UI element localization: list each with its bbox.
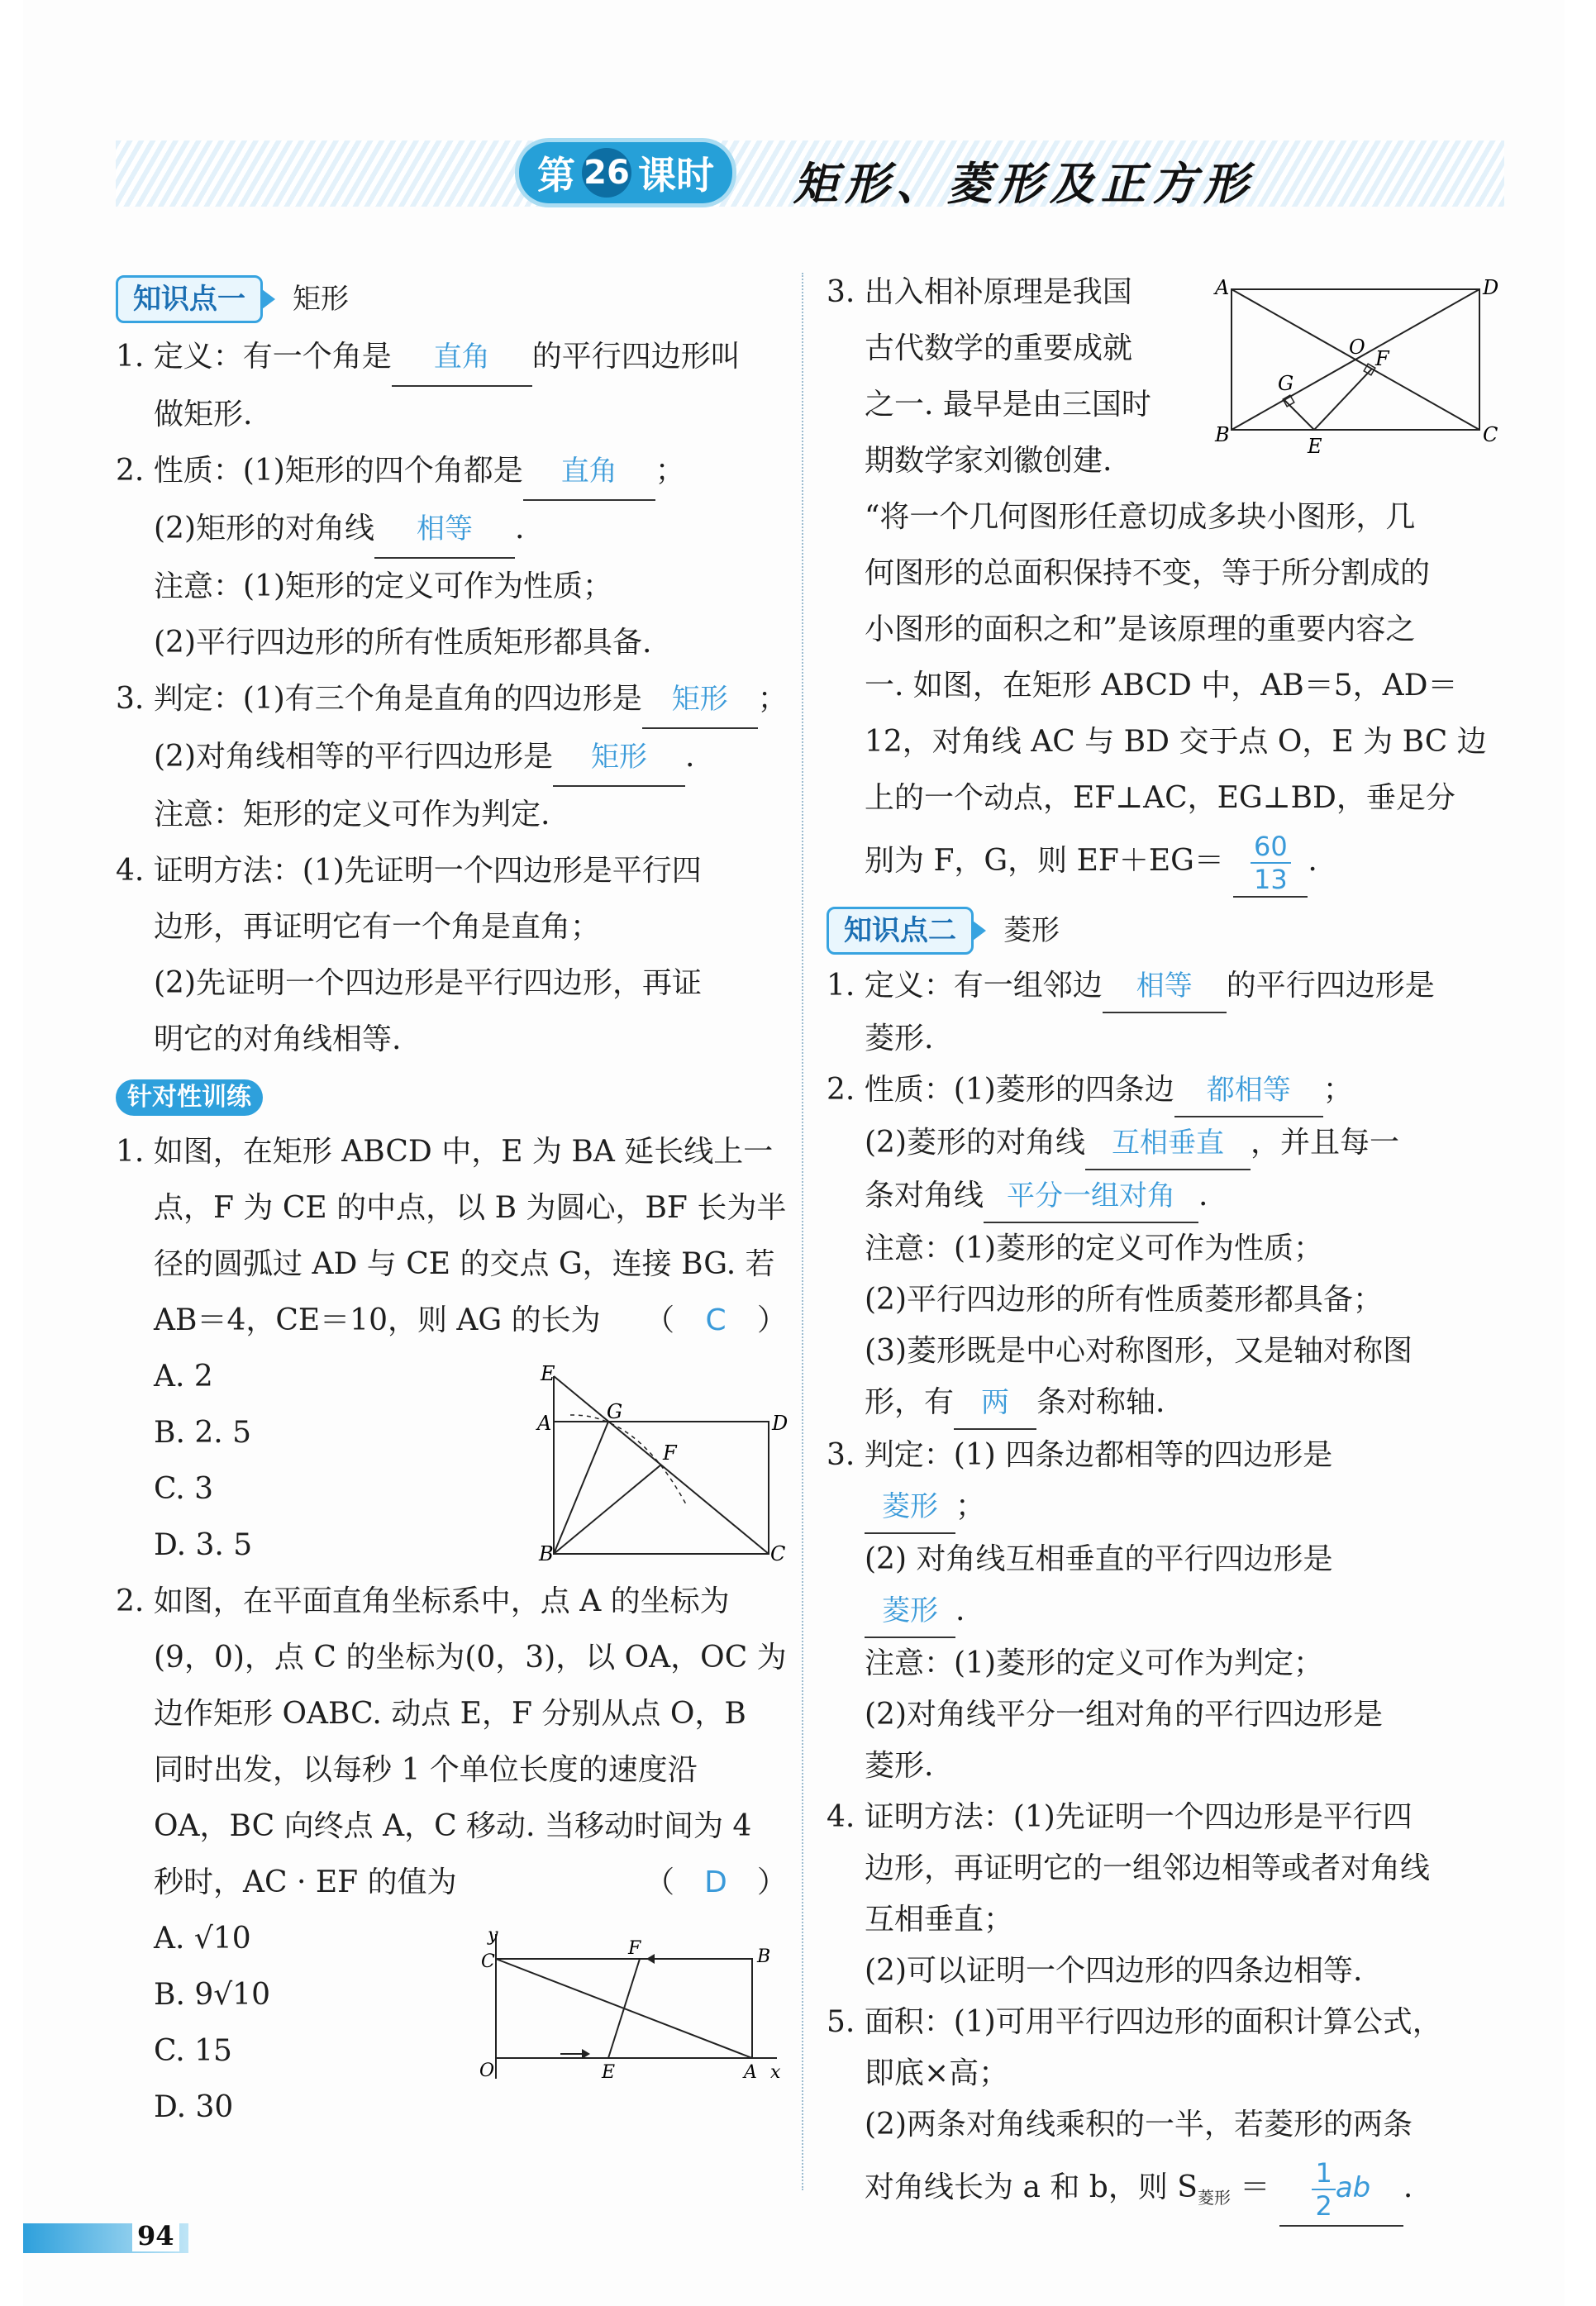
label-g: G	[1278, 372, 1294, 395]
answer-blank	[1279, 2151, 1403, 2227]
denominator: 2	[1315, 2189, 1332, 2222]
question-1-text: 1. 如图，在矩形 ABCD 中，E 为 BA 延长线上一	[116, 1135, 774, 1169]
text: .	[515, 512, 525, 546]
bracket-close: ）	[757, 1303, 788, 1337]
text: 4. 证明方法：(1)先证明一个四边形是平行四	[827, 1800, 1413, 1834]
knowledge-point-2-tag: 知识点二	[827, 907, 974, 955]
property-line	[116, 443, 777, 501]
fraction-answer	[1312, 2157, 1335, 2222]
answer-blank: 相等	[374, 501, 515, 559]
bracket-open: （	[645, 1303, 675, 1337]
question-3-text: 何图形的总面积保持不变，等于所分割成的	[865, 556, 1431, 590]
question-3-text: 期数学家刘徽创建.	[865, 444, 1112, 478]
text: 明它的对角线相等.	[154, 1022, 402, 1056]
note: 注意：(1)矩形的定义可作为性质；	[154, 569, 612, 603]
label-b: B	[757, 1946, 771, 1967]
text: 2. 性质：(1)菱形的四条边	[827, 1073, 1174, 1107]
text: 的平行四边形叫	[531, 340, 741, 374]
question-3-text: 小图形的面积之和”是该原理的重要内容之	[865, 612, 1416, 646]
answer-blank: 相等	[1103, 960, 1227, 1013]
knowledge-point-1-tag: 知识点一	[116, 275, 263, 323]
answer-tail: ab	[1335, 2171, 1371, 2204]
note: 注意：(1)菱形的定义可作为性质；	[865, 1232, 1323, 1265]
note: 注意：矩形的定义可作为判定.	[154, 798, 550, 831]
text: ＝	[1240, 2170, 1270, 2204]
question-3-answer-line	[827, 827, 1496, 896]
question-2-text: 同时出发，以每秒 1 个单位长度的速度沿	[154, 1753, 698, 1787]
text: 互相垂直；	[865, 1903, 1014, 1937]
answer-blank: 矩形	[642, 671, 758, 729]
knowledge-point-2-header	[827, 901, 1496, 960]
arrow-f-head	[646, 1954, 655, 1964]
text: 5. 面积：(1)可用平行四边形的面积计算公式，	[827, 2005, 1442, 2039]
note: (2)平行四边形的所有性质矩形都具备.	[154, 626, 652, 660]
label-e: E	[541, 1362, 555, 1385]
knowledge-point-2-title: 菱形	[1003, 914, 1060, 947]
lesson-prefix: 第	[537, 153, 575, 198]
label-f: F	[628, 1938, 641, 1959]
label-e: E	[1308, 435, 1322, 458]
note: (2)平行四边形的所有性质菱形都具备；	[865, 1283, 1383, 1317]
question-2-last-line	[116, 1855, 788, 1911]
knowledge-point-1-header	[116, 269, 777, 329]
subscript: 菱形	[1197, 2188, 1231, 2208]
text: .	[1403, 2170, 1413, 2204]
note: 注意：(1)菱形的定义可作为判定；	[865, 1646, 1323, 1680]
label-y: y	[488, 1925, 498, 1946]
answer-blank	[1233, 827, 1308, 898]
lesson-suffix: 课时	[638, 153, 714, 198]
text: 形，有	[865, 1385, 955, 1419]
text: (2) 对角线互相垂直的平行四边形是	[865, 1542, 1333, 1576]
text: ；	[955, 1489, 986, 1523]
line-bf	[554, 1465, 661, 1554]
text: (2)先证明一个四边形是平行四边形，再证	[154, 966, 702, 1000]
text: 的平行四边形是	[1226, 969, 1435, 1003]
question-1-text: 径的圆弧过 AD 与 CE 的交点 G，连接 BG. 若	[154, 1247, 775, 1281]
rhombus-property-2	[827, 1117, 1496, 1170]
knowledge-point-1-title: 矩形	[293, 283, 349, 316]
label-b: B	[539, 1542, 554, 1565]
bracket-open: （	[645, 1865, 675, 1899]
text: 1. 定义：有一个角是	[116, 340, 392, 374]
answer-blank: 矩形	[553, 729, 685, 787]
question-3-text: 之一. 最早是由三国时	[865, 388, 1151, 422]
option-b: B. 9√10	[154, 1978, 270, 2012]
choice-answer: D	[704, 1865, 727, 1899]
text: 2. 性质：(1)矩形的四个角都是	[116, 454, 523, 488]
right-column	[827, 264, 1499, 2225]
question-3-text: “将一个几何图形任意切成多块小图形，几	[865, 500, 1416, 534]
text: ；	[757, 682, 788, 716]
note: (2)对角线平分一组对角的平行四边形是	[865, 1698, 1383, 1732]
text: (2)两条对角线乘积的一半，若菱形的两条	[865, 2108, 1413, 2142]
question-3-text: 古代数学的重要成就	[865, 331, 1133, 365]
label-a: A	[537, 1412, 552, 1435]
text: 边形，再证明它有一个角是直角；	[154, 910, 601, 944]
text: 1. 定义：有一组邻边	[827, 969, 1103, 1003]
note: 菱形.	[865, 1749, 934, 1783]
label-c: C	[1483, 423, 1498, 446]
text: 3. 判定：(1)有三个角是直角的四边形是	[116, 682, 642, 716]
text: 边形，再证明它的一组邻边相等或者对角线	[865, 1851, 1431, 1885]
property-line-2	[116, 501, 777, 559]
judge-answer-1	[827, 1481, 1496, 1534]
figure-q2	[463, 1926, 785, 2091]
answer-bracket	[645, 1293, 787, 1349]
area-answer-line	[827, 2151, 1496, 2225]
text: 做矩形.	[154, 398, 253, 431]
label-f: F	[663, 1441, 677, 1465]
text: .	[1308, 844, 1317, 878]
training-tag: 针对性训练	[116, 1079, 263, 1116]
numerator: 60	[1251, 831, 1291, 864]
text: 秒时，AC · EF 的值为	[154, 1865, 457, 1899]
text: ，并且每一	[1251, 1126, 1400, 1160]
question-2-text: 边作矩形 OABC. 动点 E，F 分别从点 O，B	[154, 1697, 746, 1731]
line-bg	[554, 1422, 608, 1554]
denominator: 13	[1254, 863, 1288, 895]
question-1-last-line	[116, 1293, 788, 1349]
option-b: B. 2. 5	[154, 1416, 252, 1450]
label-a: A	[744, 2062, 757, 2083]
text: 3. 判定：(1) 四条边都相等的四边形是	[827, 1438, 1333, 1472]
answer-blank: 都相等	[1174, 1065, 1323, 1117]
answer-blank: 互相垂直	[1085, 1117, 1251, 1170]
figure-q3	[1207, 273, 1499, 463]
text: ；	[655, 454, 685, 488]
rhombus-property	[827, 1065, 1496, 1117]
text: 条对角线	[865, 1179, 984, 1213]
text: ；	[1322, 1073, 1353, 1107]
note: (3)菱形既是中心对称图形，又是轴对称图	[865, 1334, 1413, 1368]
question-3-text: 一. 如图，在矩形 ABCD 中，AB＝5，AD＝	[865, 669, 1458, 703]
question-2-text: OA，BC 向终点 A，C 移动. 当移动时间为 4	[154, 1809, 752, 1843]
rhombus-definition	[827, 960, 1496, 1013]
answer-blank: 直角	[523, 443, 655, 501]
label-c: C	[770, 1542, 786, 1565]
page-title: 矩形、菱形及正方形	[793, 157, 1255, 210]
text: .	[685, 740, 695, 774]
line-ef	[608, 1959, 640, 2058]
label-c: C	[481, 1951, 495, 1972]
text: .	[1198, 1179, 1208, 1213]
label-x: x	[770, 2062, 781, 2083]
option-a: A. 2	[154, 1360, 213, 1394]
question-3-text: 3. 出入相补原理是我国	[827, 275, 1132, 309]
answer-blank: 两	[954, 1377, 1036, 1430]
text: .	[955, 1594, 965, 1627]
option-d: D. 30	[154, 2090, 234, 2124]
judgement-line	[116, 671, 788, 729]
text: 菱形.	[865, 1022, 934, 1055]
label-f: F	[1375, 347, 1389, 370]
label-d: D	[1483, 276, 1499, 299]
lesson-number: 26	[582, 148, 631, 198]
bracket-close: ）	[757, 1865, 788, 1899]
label-o: O	[479, 2061, 495, 2081]
text: 别为 F，G，则 EF＋EG＝	[865, 844, 1224, 878]
note-axis-line	[827, 1377, 1496, 1430]
numerator: 1	[1312, 2157, 1335, 2190]
label-e: E	[602, 2062, 616, 2083]
question-3-text: 上的一个动点，EF⊥AC，EG⊥BD，垂足分	[865, 781, 1455, 815]
answer-blank: 平分一组对角	[984, 1170, 1198, 1223]
label-b: B	[1215, 423, 1230, 446]
question-3-text: 12，对角线 AC 与 BD 交于点 O，E 为 BC 边	[865, 725, 1487, 759]
definition-line	[116, 329, 777, 387]
text: AB＝4，CE＝10，则 AG 的长为	[154, 1303, 601, 1337]
lesson-badge	[519, 142, 732, 203]
option-c: C. 3	[154, 1472, 214, 1506]
option-c: C. 15	[154, 2034, 232, 2068]
text: (2)菱形的对角线	[865, 1126, 1085, 1160]
figure-q1	[537, 1362, 788, 1565]
option-a: A. √10	[154, 1922, 251, 1956]
answer-bracket	[645, 1855, 787, 1911]
text: (2)矩形的对角线	[154, 512, 374, 546]
text: 4. 证明方法：(1)先证明一个四边形是平行四	[116, 854, 702, 888]
answer-blank: 直角	[392, 329, 532, 387]
judge-answer-2	[827, 1585, 1496, 1638]
rhombus-property-3	[827, 1170, 1496, 1223]
line-eg	[1284, 400, 1314, 430]
fraction-answer	[1251, 831, 1291, 895]
text: (2)对角线相等的平行四边形是	[154, 740, 553, 774]
label-a: A	[1215, 276, 1230, 299]
question-1-text: 点，F 为 CE 的中点，以 B 为圆心，BF 长为半	[154, 1191, 787, 1225]
option-d: D. 3. 5	[154, 1528, 253, 1562]
text: 即底×高；	[865, 2056, 1009, 2090]
rect-abcd	[554, 1422, 769, 1554]
label-d: D	[772, 1412, 788, 1435]
question-2-text: 2. 如图，在平面直角坐标系中，点 A 的坐标为	[116, 1584, 730, 1618]
judgement-line-2	[116, 729, 777, 787]
text: 条对称轴.	[1036, 1385, 1165, 1419]
column-divider	[802, 273, 803, 2190]
left-column	[116, 264, 788, 2136]
label-g: G	[607, 1400, 623, 1423]
label-o: O	[1349, 336, 1365, 359]
page-number: 94	[132, 2220, 179, 2251]
answer-blank: 菱形	[865, 1481, 955, 1534]
answer-blank: 菱形	[865, 1585, 955, 1638]
text: 对角线长为 a 和 b，则 S	[865, 2170, 1198, 2204]
choice-answer: C	[705, 1303, 727, 1337]
text: (2)可以证明一个四边形的四条边相等.	[865, 1954, 1363, 1988]
question-2-text: (9，0)，点 C 的坐标为(0，3)，以 OA，OC 为	[154, 1641, 787, 1675]
